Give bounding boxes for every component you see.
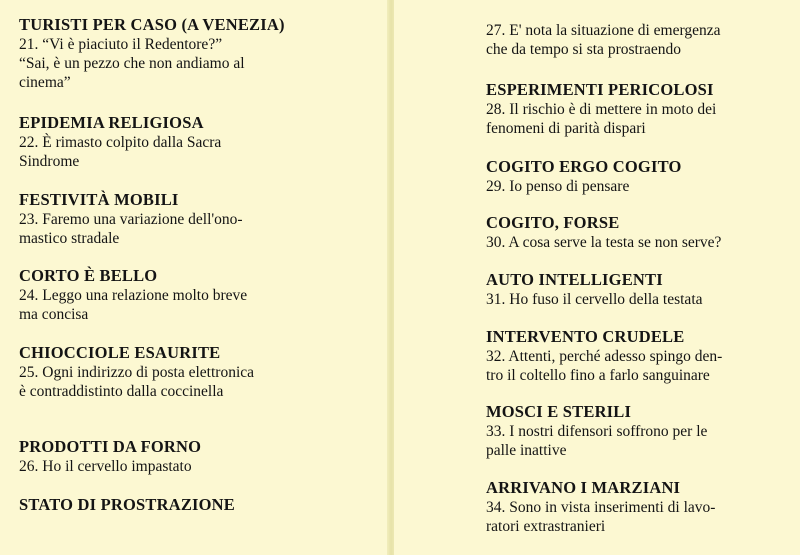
entry-line: Sindrome (19, 153, 80, 170)
entry-line: 29. Io penso di pensare (486, 178, 630, 195)
entry-text (486, 422, 786, 460)
entry-text (19, 210, 379, 248)
entry-23 (19, 190, 379, 248)
entry-text (486, 347, 786, 385)
entry-text (486, 100, 786, 138)
entry-line: mastico stradale (19, 230, 120, 247)
entry-line: 32. Attenti, perché adesso spingo den- (486, 348, 723, 365)
entry-30 (486, 213, 786, 252)
entry-line: 26. Ho il cervello impastato (19, 458, 192, 475)
entry-title: TURISTI PER CASO (A VENEZIA) (19, 15, 285, 34)
entry-title: AUTO INTELLIGENTI (486, 270, 663, 289)
entry-title: CORTO È BELLO (19, 266, 158, 285)
left-page (0, 0, 389, 555)
entry-line: 23. Faremo una variazione dell'ono- (19, 211, 243, 228)
entry-line: 22. È rimasto colpito dalla Sacra (19, 134, 222, 151)
entry-24 (19, 266, 379, 324)
entry-line: che da tempo si sta prostraendo (486, 41, 681, 58)
entry-line: 31. Ho fuso il cervello della testata (486, 291, 703, 308)
entry-34 (486, 478, 786, 536)
entry-title: COGITO ERGO COGITO (486, 157, 682, 176)
entry-title: MOSCI E STERILI (486, 402, 632, 421)
entry-line: 34. Sono in vista inserimenti di lavo- (486, 499, 716, 516)
entry-line: 33. I nostri difensori soffrono per le (486, 423, 708, 440)
entry-title: PRODOTTI DA FORNO (19, 437, 202, 456)
entry-25 (19, 343, 379, 401)
entry-line: è contraddistinto dalla coccinella (19, 383, 224, 400)
entry-text (19, 363, 379, 401)
entry-31 (486, 270, 786, 309)
entry-line: tro il coltello fino a farlo sanguinare (486, 367, 710, 384)
entry-title: COGITO, FORSE (486, 213, 620, 232)
entry-27-text (486, 21, 786, 59)
entry-text (486, 290, 786, 309)
entry-line: “Sai, è un pezzo che non andiamo al (19, 55, 245, 72)
entry-title: INTERVENTO CRUDELE (486, 327, 685, 346)
entry-title: FESTIVITÀ MOBILI (19, 190, 179, 209)
entry-text (486, 498, 786, 536)
entry-32 (486, 327, 786, 385)
entry-text (19, 35, 379, 92)
entry-text (486, 233, 786, 252)
entry-27-title (19, 495, 379, 515)
entry-text (486, 177, 786, 196)
entry-title: STATO DI PROSTRAZIONE (19, 495, 236, 514)
entry-line: 30. A cosa serve la testa se non serve? (486, 234, 722, 251)
entry-22 (19, 113, 379, 171)
entry-line: fenomeni di parità dispari (486, 120, 646, 137)
entry-line: ma concisa (19, 306, 89, 323)
entry-line: 28. Il rischio è di mettere in moto dei (486, 101, 717, 118)
entry-21 (19, 15, 379, 92)
entry-33 (486, 402, 786, 460)
entry-28 (486, 80, 786, 138)
entry-line: cinema” (19, 74, 71, 91)
entry-29 (486, 157, 786, 196)
entry-title: CHIOCCIOLE ESAURITE (19, 343, 221, 362)
entry-line: palle inattive (486, 442, 567, 459)
entry-line: 24. Leggo una relazione molto breve (19, 287, 248, 304)
entry-26 (19, 437, 379, 476)
entry-title: ARRIVANO I MARZIANI (486, 478, 681, 497)
entry-line: 25. Ogni indirizzo di posta elettronica (19, 364, 255, 381)
entry-text (486, 21, 786, 59)
entry-title: EPIDEMIA RELIGIOSA (19, 113, 204, 132)
entry-text (19, 133, 379, 171)
entry-line: 21. “Vi è piaciuto il Redentore?” (19, 36, 223, 53)
entry-text (19, 286, 379, 324)
entry-line: 27. E' nota la situazione di emergenza (486, 22, 721, 39)
entry-text (19, 457, 379, 476)
entry-title: ESPERIMENTI PERICOLOSI (486, 80, 714, 99)
entry-line: ratori extrastranieri (486, 518, 606, 535)
right-page (394, 0, 800, 555)
